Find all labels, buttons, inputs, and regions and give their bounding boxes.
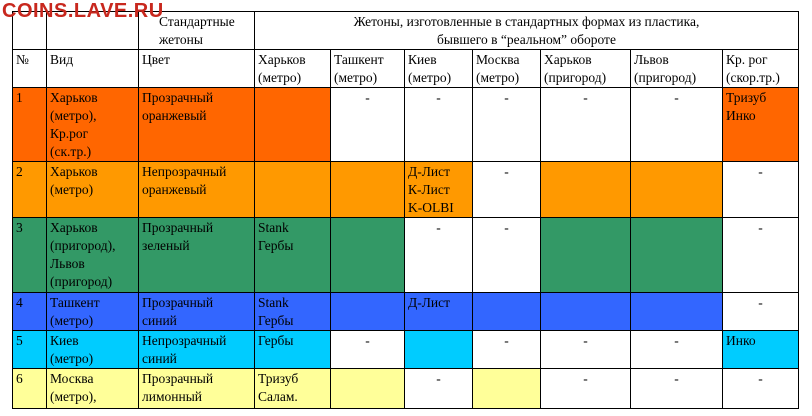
table-cell: Д-Лист: [405, 293, 473, 331]
table-row: [13, 331, 799, 369]
column-header-row: [13, 50, 799, 88]
table-cell: [405, 331, 473, 369]
table-cell: -: [473, 162, 541, 218]
row-color: Непрозрачный синий: [139, 331, 255, 369]
col-kharkov-prig: Харьков (пригород): [541, 50, 631, 88]
table-cell: -: [473, 218, 541, 293]
table-cell: -: [405, 369, 473, 409]
table-cell: -: [405, 218, 473, 293]
table-cell: [631, 162, 723, 218]
table-cell: Stank Гербы: [255, 293, 331, 331]
row-kind: Харьков (метро), Кр.рог (ск.тр.): [47, 88, 139, 162]
table-cell: Инко: [723, 331, 799, 369]
table-cell: Д-Лист К-Лист K-OLBI: [405, 162, 473, 218]
row-num: 1: [13, 88, 47, 162]
row-kind: Киев (метро): [47, 331, 139, 369]
row-kind: Харьков (пригород), Львов (пригород): [47, 218, 139, 293]
row-num: 4: [13, 293, 47, 331]
table-cell: Гербы: [255, 331, 331, 369]
row-kind: Харьков (метро): [47, 162, 139, 218]
table-cell: [631, 218, 723, 293]
table-cell: -: [473, 88, 541, 162]
col-lviv: Львов (пригород): [631, 50, 723, 88]
row-color: Прозрачный оранжевый: [139, 88, 255, 162]
col-moscow: Москва (метро): [473, 50, 541, 88]
table-cell: -: [473, 331, 541, 369]
table-cell: [331, 162, 405, 218]
table-cell: -: [331, 331, 405, 369]
row-num: 2: [13, 162, 47, 218]
table-cell: -: [723, 293, 799, 331]
col-tashkent: Ташкент (метро): [331, 50, 405, 88]
row-color: Прозрачный синий: [139, 293, 255, 331]
row-color: Непрозрачный оранжевый: [139, 162, 255, 218]
table-cell: Тризуб Салам.: [255, 369, 331, 409]
table-cell: -: [723, 369, 799, 409]
table-cell: [473, 369, 541, 409]
table-row: [13, 162, 799, 218]
row-kind: Москва (метро),: [47, 369, 139, 409]
table-cell: -: [631, 88, 723, 162]
col-krrog: Кр. рог (скор.тр.): [723, 50, 799, 88]
site-watermark: COINS.LAVE.RU: [2, 0, 164, 22]
table-cell: [541, 218, 631, 293]
table-cell: -: [541, 331, 631, 369]
row-num: 5: [13, 331, 47, 369]
row-kind: Ташкент (метро): [47, 293, 139, 331]
standard-tokens-header: Стандартные жетоны: [139, 12, 255, 50]
row-num: 3: [13, 218, 47, 293]
table-row: [13, 369, 799, 409]
table-cell: Stank Гербы: [255, 218, 331, 293]
col-kind: Вид: [47, 50, 139, 88]
tokens-table: [12, 11, 799, 409]
table-cell: Тризуб Инко: [723, 88, 799, 162]
table-cell: -: [631, 331, 723, 369]
table-cell: -: [631, 369, 723, 409]
row-num: 6: [13, 369, 47, 409]
table-cell: -: [405, 88, 473, 162]
col-kharkov-metro: Харьков (метро): [255, 50, 331, 88]
table-row: [13, 293, 799, 331]
table-cell: [631, 293, 723, 331]
table-cell: [473, 293, 541, 331]
table-cell: [255, 162, 331, 218]
table-cell: -: [541, 369, 631, 409]
col-num: №: [13, 50, 47, 88]
col-color: Цвет: [139, 50, 255, 88]
table-row: [13, 88, 799, 162]
table-cell: [331, 369, 405, 409]
table-cell: -: [723, 218, 799, 293]
table-cell: [541, 293, 631, 331]
table-cell: [331, 218, 405, 293]
table-cell: -: [331, 88, 405, 162]
row-color: Прозрачный лимонный: [139, 369, 255, 409]
plastic-tokens-header: Жетоны, изготовленные в стандартных формах из пластика, бывшего в “реальном” обороте: [255, 12, 799, 50]
table-cell: [541, 162, 631, 218]
table-row: [13, 218, 799, 293]
table-cell: [331, 293, 405, 331]
table-cell: [255, 88, 331, 162]
col-kiev: Киев (метро): [405, 50, 473, 88]
table-cell: -: [541, 88, 631, 162]
row-color: Прозрачный зеленый: [139, 218, 255, 293]
table-cell: -: [723, 162, 799, 218]
